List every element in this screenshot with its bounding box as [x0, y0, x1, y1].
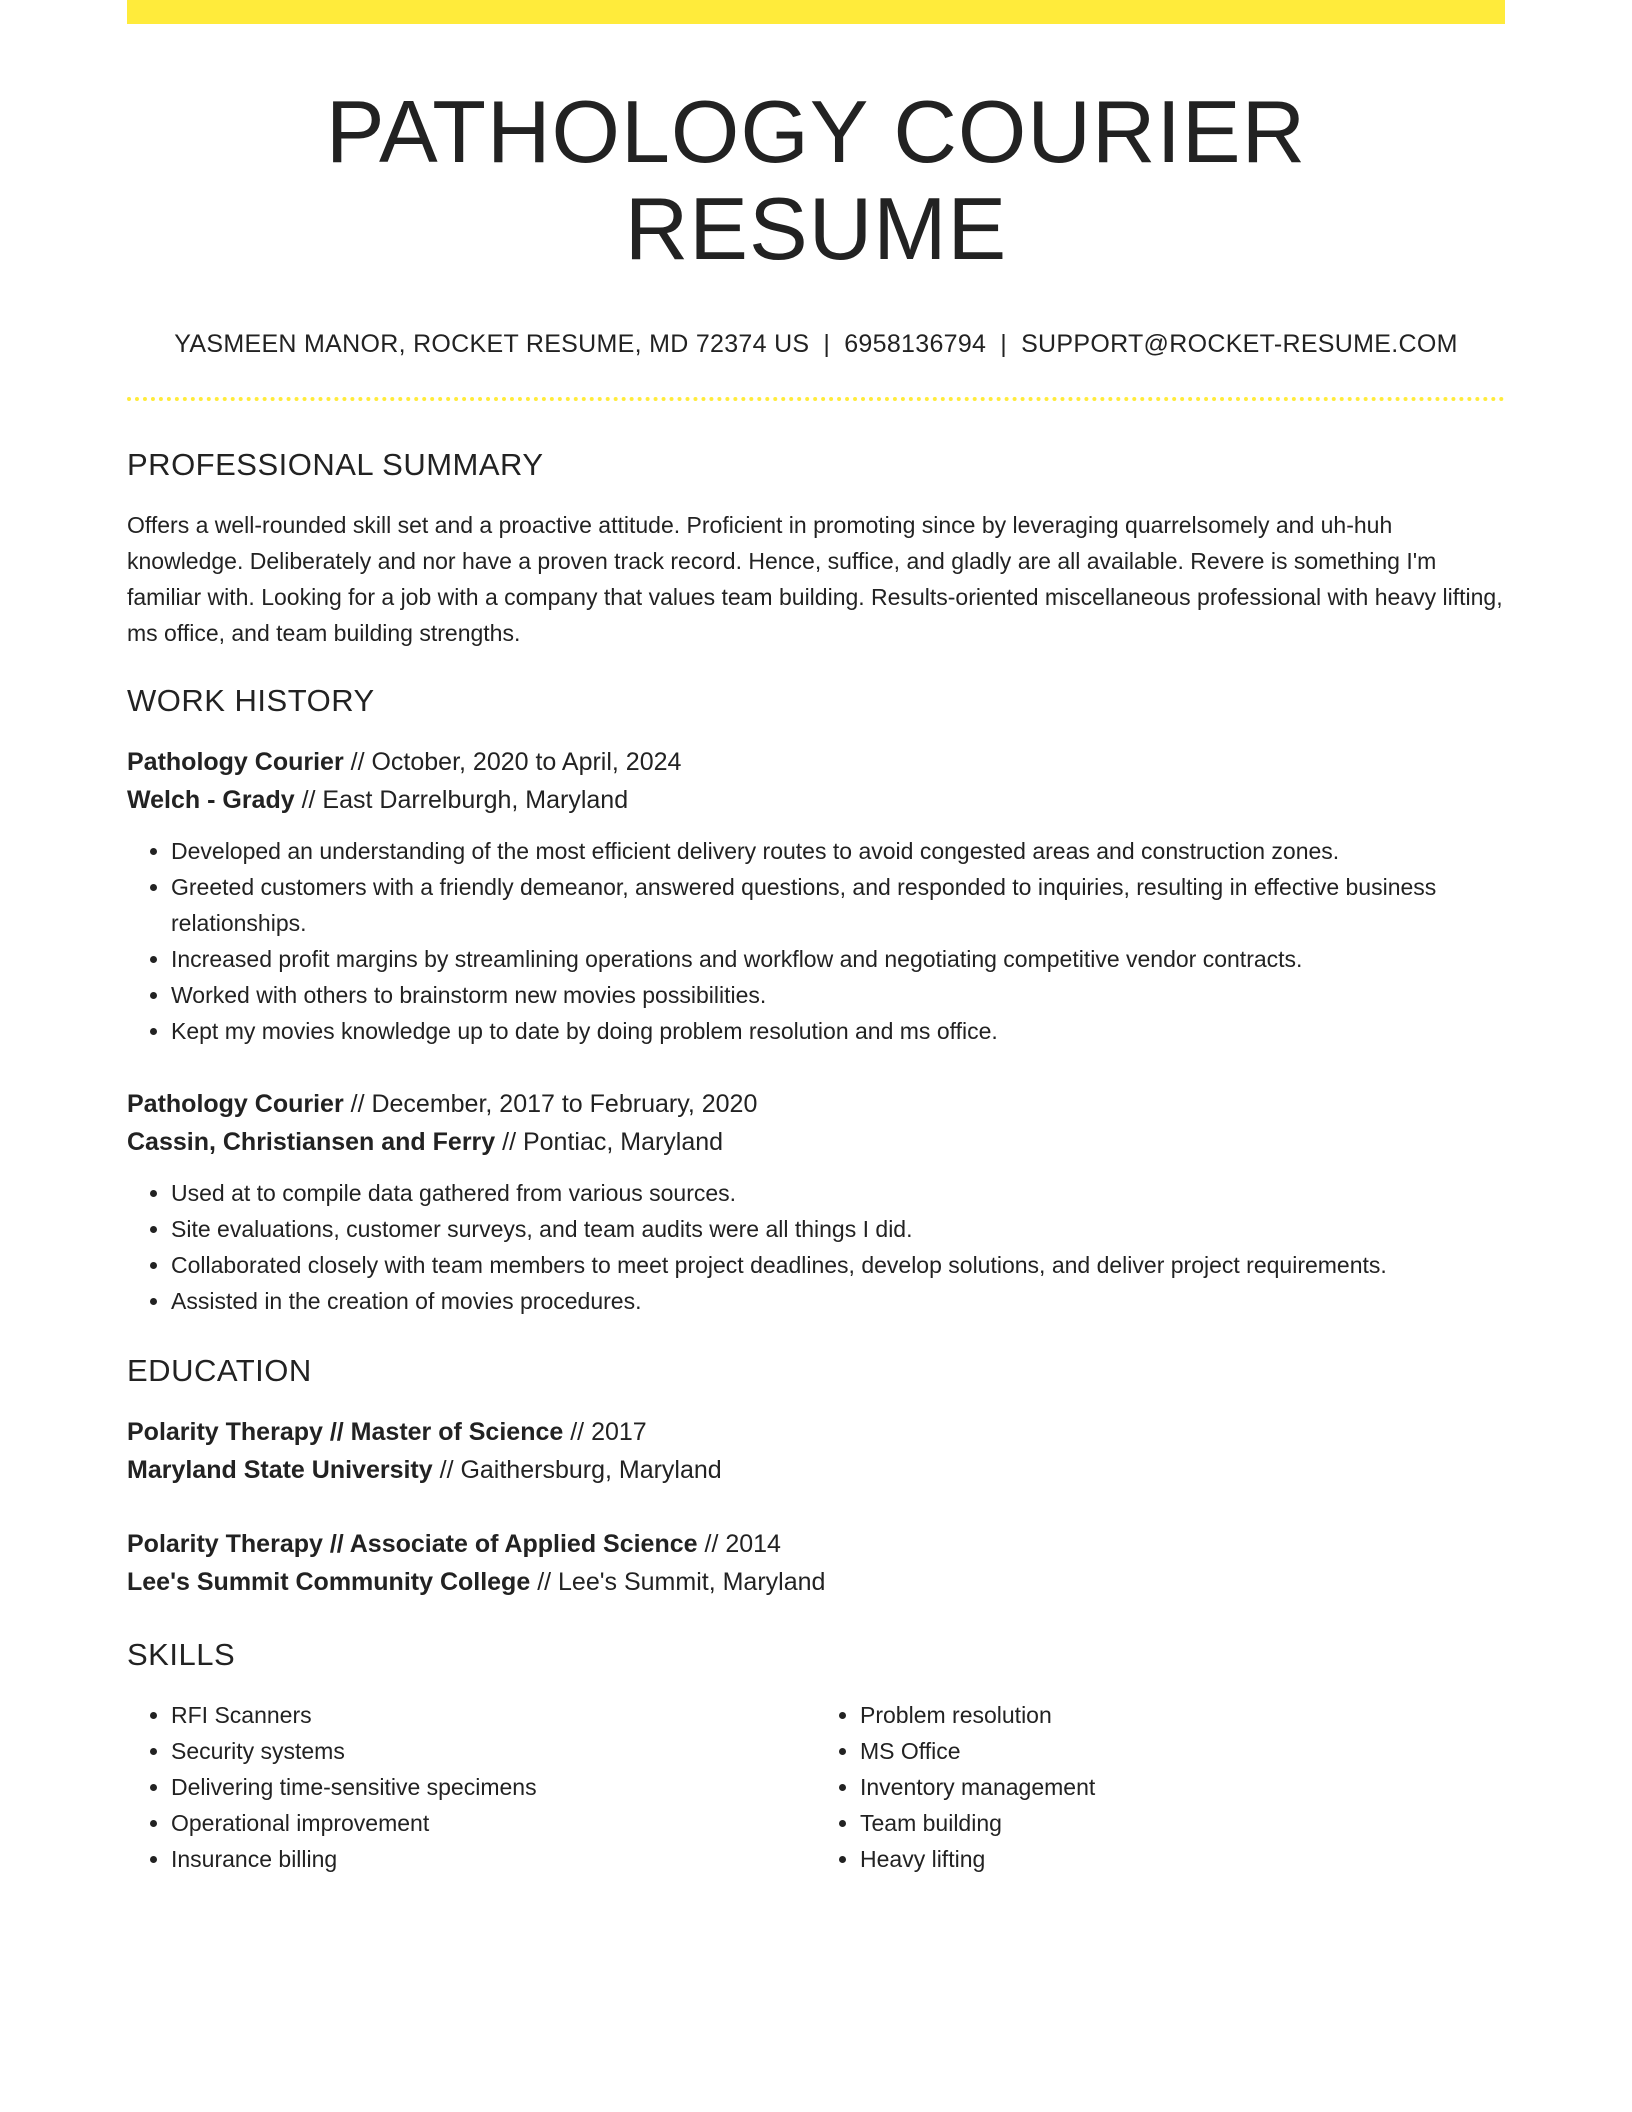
list-item: • Greeted customers with a friendly demeanor, answered questions, and responded to inquiries, resulting in effective business relationships.	[171, 869, 1505, 941]
job-title: Pathology Courier	[127, 1089, 344, 1118]
top-accent-bar	[127, 0, 1505, 24]
job-company-line	[127, 1123, 1505, 1161]
job-title-line	[127, 743, 1505, 781]
skill-item: • RFI Scanners	[171, 1697, 816, 1733]
education-location: // Lee's Summit, Maryland	[530, 1567, 826, 1596]
list-item: • Worked with others to brainstorm new movies possibilities.	[171, 977, 1505, 1013]
list-item: • Collaborated closely with team members to meet project deadlines, develop solutions, and deliver project requirements.	[171, 1247, 1505, 1283]
job-title-line	[127, 1085, 1505, 1123]
list-item: • Developed an understanding of the most efficient delivery routes to avoid congested areas and construction zones.	[171, 833, 1505, 869]
education-school: Lee's Summit Community College	[127, 1567, 531, 1596]
job-bullets	[127, 833, 1505, 1049]
education-school-line	[127, 1451, 1505, 1489]
job-entry	[127, 1085, 1505, 1319]
job-company-line	[127, 781, 1505, 819]
job-entry	[127, 743, 1505, 1049]
skill-item: • Insurance billing	[171, 1841, 816, 1877]
contact-address: YASMEEN MANOR, ROCKET RESUME, MD 72374 US	[174, 329, 810, 358]
list-item: • Site evaluations, customer surveys, and team audits were all things I did.	[171, 1211, 1505, 1247]
job-company: Welch - Grady	[127, 785, 295, 814]
skill-item: • Delivering time-sensitive specimens	[171, 1769, 816, 1805]
summary-text: Offers a well-rounded skill set and a proactive attitude. Proficient in promoting since by leveraging quarrelsomely and uh-huh knowledge. Deliberately and nor have a proven track record. Hence, suffice, and gladly are all available. Revere is something I'm familiar with. Looking for a job with a company that values team building. Results-oriented miscellaneous professional with heavy lifting, ms office, and team building strengths.	[127, 511, 1503, 646]
job-bullets	[127, 1175, 1505, 1319]
skill-item: • Problem resolution	[860, 1697, 1505, 1733]
education-entry	[127, 1413, 1505, 1489]
dotted-divider	[127, 397, 1505, 401]
skill-item: • Operational improvement	[171, 1805, 816, 1841]
contact-line	[127, 330, 1505, 359]
job-dates: // October, 2020 to April, 2024	[343, 747, 682, 776]
job-location: // East Darrelburgh, Maryland	[294, 785, 629, 814]
education-location: // Gaithersburg, Maryland	[432, 1455, 722, 1484]
skills-column-right	[816, 1697, 1505, 1877]
work-history-heading: WORK HISTORY	[127, 682, 375, 718]
skill-item: • Team building	[860, 1805, 1505, 1841]
skill-item: • Inventory management	[860, 1769, 1505, 1805]
contact-phone: 6958136794	[844, 329, 987, 358]
contact-separator: |	[823, 329, 831, 358]
skills-list	[127, 1697, 816, 1877]
skills-heading: SKILLS	[127, 1636, 236, 1672]
job-company: Cassin, Christiansen and Ferry	[127, 1127, 496, 1156]
list-item: • Kept my movies knowledge up to date by doing problem resolution and ms office.	[171, 1013, 1505, 1049]
education-entry	[127, 1525, 1505, 1601]
list-item: • Increased profit margins by streamlining operations and workflow and negotiating competitive vendor contracts.	[171, 941, 1505, 977]
skills-column-left	[127, 1697, 816, 1877]
education-degree-line	[127, 1525, 1505, 1563]
education-year: // 2017	[563, 1417, 647, 1446]
education-heading: EDUCATION	[127, 1352, 312, 1388]
job-dates: // December, 2017 to February, 2020	[343, 1089, 758, 1118]
contact-email: SUPPORT@ROCKET-RESUME.COM	[1021, 329, 1458, 358]
skill-item: • MS Office	[860, 1733, 1505, 1769]
education-school: Maryland State University	[127, 1455, 433, 1484]
education-degree: Polarity Therapy // Associate of Applied Science	[127, 1529, 698, 1558]
contact-separator: |	[1000, 329, 1008, 358]
resume-title: PATHOLOGY COURIER RESUME	[325, 82, 1307, 278]
education-degree-line	[127, 1413, 1505, 1451]
skill-item: • Heavy lifting	[860, 1841, 1505, 1877]
job-title: Pathology Courier	[127, 747, 344, 776]
list-item: • Assisted in the creation of movies procedures.	[171, 1283, 1505, 1319]
skills-list	[816, 1697, 1505, 1877]
summary-heading: PROFESSIONAL SUMMARY	[127, 446, 544, 482]
skills-grid	[127, 1697, 1505, 1877]
list-item: • Used at to compile data gathered from various sources.	[171, 1175, 1505, 1211]
education-degree: Polarity Therapy // Master of Science	[127, 1417, 564, 1446]
job-location: // Pontiac, Maryland	[495, 1127, 724, 1156]
education-school-line	[127, 1563, 1505, 1601]
skill-item: • Security systems	[171, 1733, 816, 1769]
education-year: // 2014	[697, 1529, 781, 1558]
